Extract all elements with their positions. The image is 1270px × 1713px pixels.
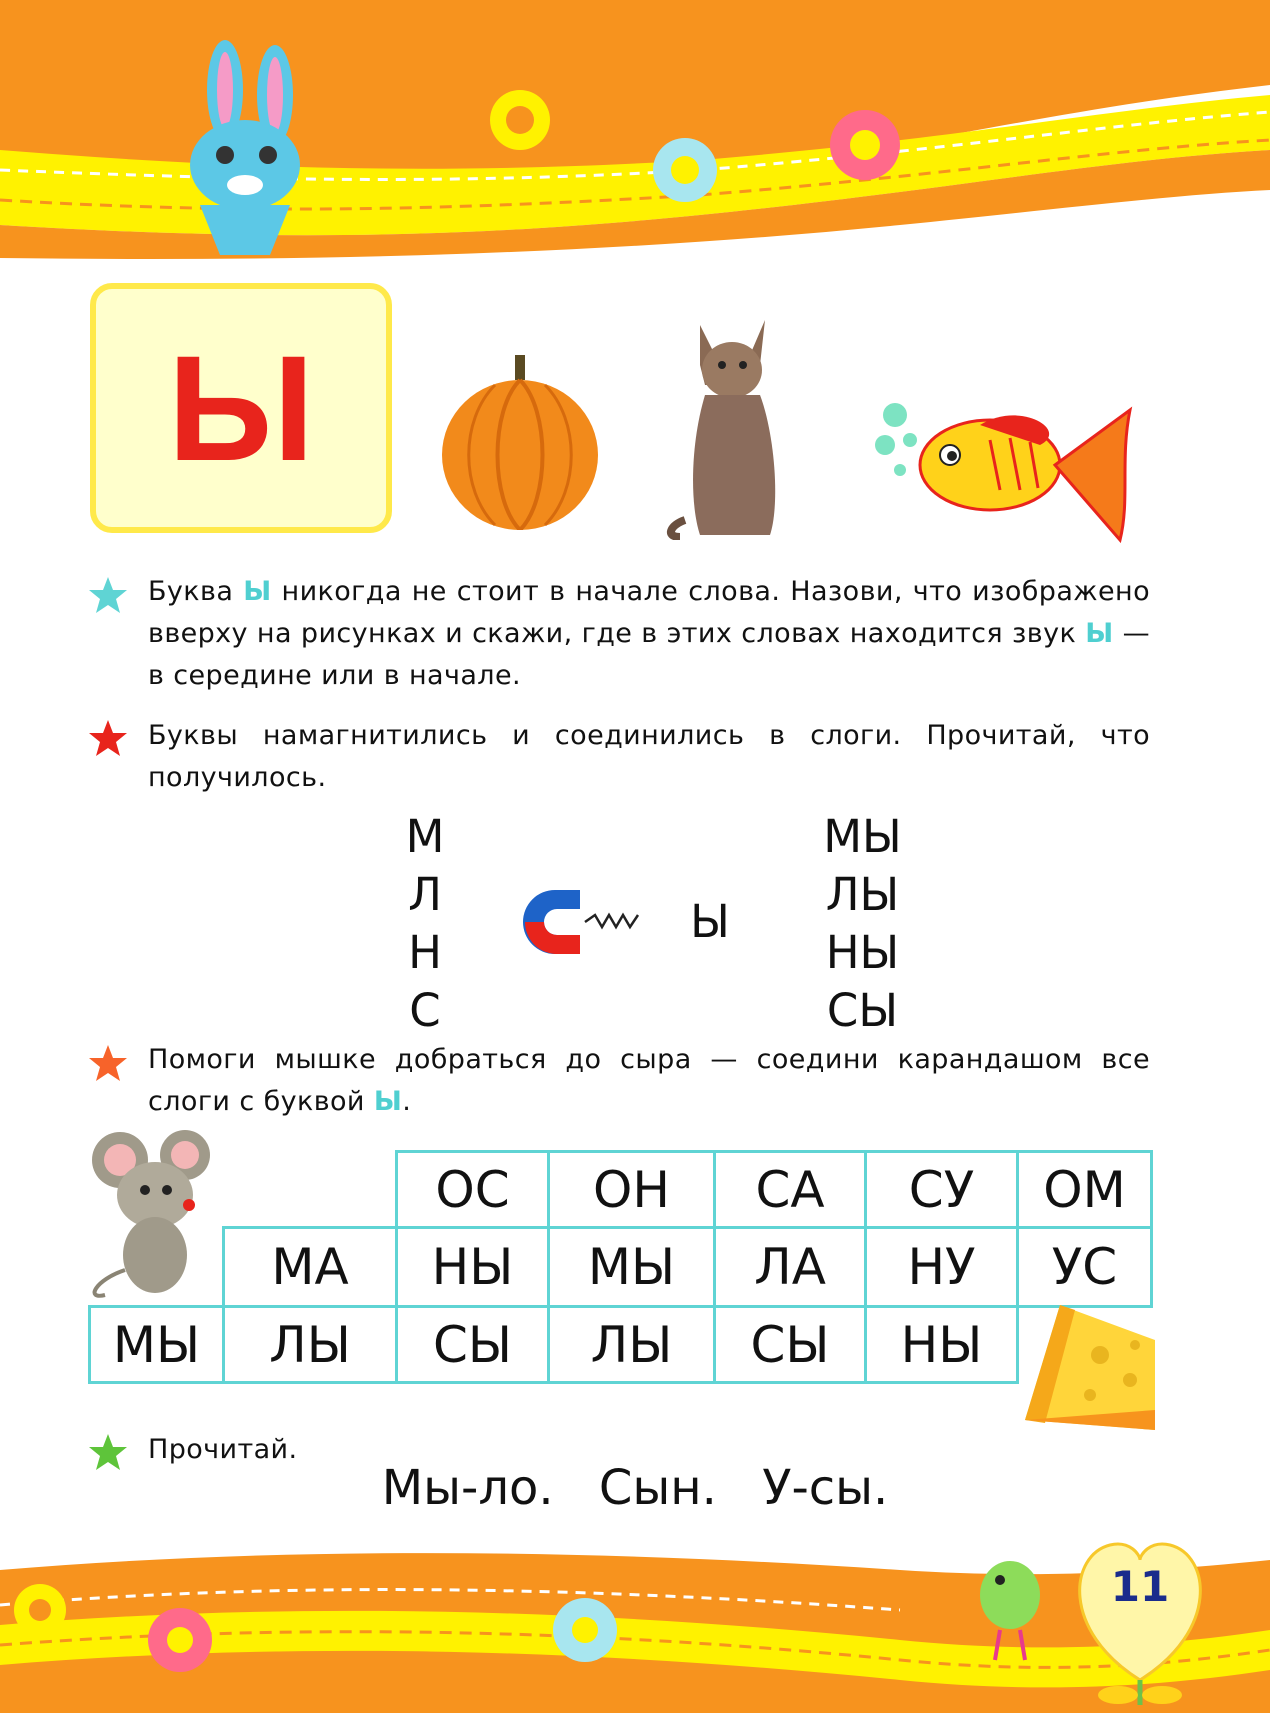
- star-icon: [88, 1043, 128, 1083]
- task-1-part-3: — в середине или в начале.: [148, 618, 1150, 691]
- grid-cell[interactable]: СЫ: [395, 1305, 550, 1384]
- flower-icon: [553, 1598, 617, 1662]
- grid-cell[interactable]: МЫ: [88, 1305, 225, 1384]
- syllables-column: [815, 808, 910, 1040]
- flower-icon: [14, 1584, 66, 1636]
- syllable: ЛЫ: [825, 868, 900, 921]
- grid-cell[interactable]: ОН: [547, 1150, 716, 1229]
- grid-cell[interactable]: НЫ: [395, 1226, 550, 1308]
- task-3-part-1: Помоги мышке добраться до сыра — соедини карандашом все слоги с буквой: [148, 1044, 1150, 1117]
- reading-words: Мы-ло. Сын. У-сы.: [381, 1460, 889, 1516]
- bottom-banner: [0, 1530, 1270, 1713]
- syllable: СЫ: [826, 984, 899, 1037]
- consonant: С: [409, 984, 441, 1037]
- letter-card: [90, 283, 392, 533]
- grid-cell[interactable]: СЫ: [713, 1305, 867, 1384]
- grid-cell[interactable]: НУ: [864, 1226, 1019, 1308]
- grid-cell[interactable]: ЛЫ: [547, 1305, 716, 1384]
- vowel-letter: Ы: [690, 895, 730, 948]
- task-3-part-2: .: [402, 1086, 412, 1117]
- grid-cell[interactable]: МЫ: [547, 1226, 716, 1308]
- cheese-illustration: [1020, 1300, 1170, 1435]
- fish-image: [870, 400, 1150, 550]
- grid-cell[interactable]: СУ: [864, 1150, 1019, 1229]
- task-1-text: [148, 571, 1150, 697]
- pumpkin-image: [435, 350, 605, 530]
- task-1-part-2: никогда не стоит в начале слова. Назови, что изображено вверху на рисунках и скажи, где в этих словах находится звук: [148, 576, 1150, 649]
- task-4-text: Прочитай.: [148, 1434, 298, 1465]
- task-3-letter: Ы: [373, 1086, 403, 1117]
- lynx-image: [660, 305, 810, 540]
- consonant: Н: [408, 926, 442, 979]
- mouse-illustration: [85, 1130, 215, 1300]
- grid-cell[interactable]: ОС: [395, 1150, 550, 1229]
- grid-cell[interactable]: ЛА: [713, 1226, 867, 1308]
- grid-cell[interactable]: ОМ: [1016, 1150, 1153, 1229]
- grid-cell[interactable]: СА: [713, 1150, 867, 1229]
- grid-cell[interactable]: ЛЫ: [222, 1305, 398, 1384]
- flower-icon: [148, 1608, 212, 1672]
- syllable: МЫ: [823, 810, 902, 863]
- star-icon: [88, 718, 128, 758]
- flower-icon: [830, 110, 900, 180]
- task-1-letter: Ы: [243, 576, 272, 607]
- task-1-part-1: Буква: [148, 576, 244, 607]
- consonant: М: [405, 810, 445, 863]
- page-number: 11: [1110, 1562, 1170, 1611]
- grid-cell[interactable]: МА: [222, 1226, 398, 1308]
- flower-icon: [653, 138, 717, 202]
- flower-icon: [490, 90, 550, 150]
- task-3-text: [148, 1039, 1150, 1123]
- syllable: НЫ: [825, 926, 900, 979]
- top-banner: [0, 0, 1270, 270]
- letter-card-letter: Ы: [167, 324, 315, 492]
- task-1-letter-2: Ы: [1085, 618, 1114, 649]
- task-2-text: Буквы намагнитились и соединились в слоги. Прочитай, что получилось.: [148, 720, 1150, 793]
- consonant: Л: [408, 868, 442, 921]
- grid-cell[interactable]: УС: [1016, 1226, 1153, 1308]
- star-icon: [88, 575, 128, 615]
- grid-cell[interactable]: НЫ: [864, 1305, 1019, 1384]
- magnet-icon: [520, 885, 645, 960]
- consonants-column: [395, 808, 455, 1040]
